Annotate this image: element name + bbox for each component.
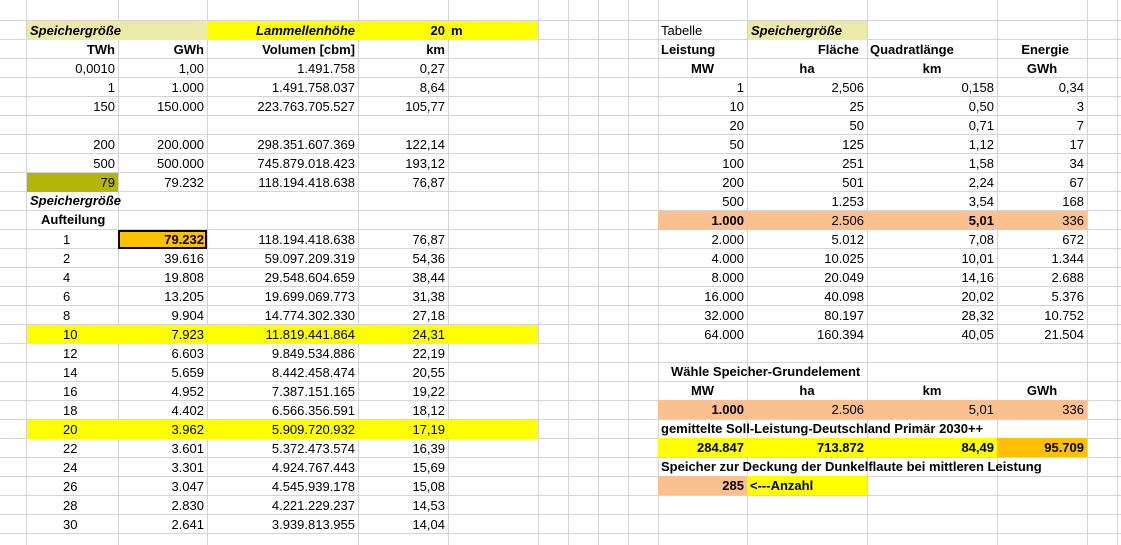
right-cell[interactable]: 0,71 [968, 118, 994, 133]
highlight-fill [448, 325, 538, 344]
choose-header-km[interactable]: km [922, 383, 942, 398]
cell-mid[interactable]: 200 [93, 137, 115, 152]
right-cell[interactable]: 7 [1076, 118, 1084, 133]
split-title[interactable]: Speichergröße [30, 193, 122, 208]
split-cell[interactable]: 5.659 [171, 365, 204, 380]
split-cell[interactable]: 3.047 [171, 479, 204, 494]
right-cell[interactable]: 10 [729, 99, 744, 114]
split-cell[interactable]: 38,44 [412, 270, 445, 285]
split-cell[interactable]: 10 [27, 325, 118, 344]
right-cell[interactable]: 1.344 [1051, 251, 1084, 266]
right-cell[interactable]: 2.688 [1051, 270, 1084, 285]
right-cell[interactable]: 5.012 [831, 232, 864, 247]
cell-mid[interactable]: 79.232 [164, 175, 204, 190]
cell-mid[interactable]: 193,12 [405, 156, 445, 171]
right-cell[interactable]: 40.098 [824, 289, 864, 304]
split-cell[interactable]: 6.603 [171, 346, 204, 361]
split-cell[interactable]: 18,12 [412, 403, 445, 418]
split-cell[interactable]: 20,55 [412, 365, 445, 380]
right-cell[interactable]: 40,05 [961, 327, 994, 342]
right-cell[interactable]: 50 [729, 137, 744, 152]
split-cell[interactable]: 26 [63, 479, 78, 494]
right-cell[interactable]: 336 [997, 211, 1087, 230]
highlight-fill [448, 420, 538, 439]
unit-gwh[interactable]: GWh [1026, 61, 1058, 76]
split-cell[interactable]: 79.232 [118, 230, 207, 249]
anzahl-label[interactable]: <---Anzahl [747, 476, 867, 495]
split-cell[interactable]: 30 [63, 517, 78, 532]
header-energie[interactable]: Energie [1021, 42, 1069, 57]
choose-header-mw[interactable]: MW [690, 383, 715, 398]
right-cell[interactable]: 80.197 [824, 308, 864, 323]
soll-label[interactable]: gemittelte Soll-Leistung-Deutschland Primär 2030++ [661, 421, 984, 436]
right-cell[interactable]: 1.253 [831, 194, 864, 209]
header-leistung[interactable]: Leistung [661, 42, 716, 57]
split-cell[interactable]: 24,31 [358, 325, 448, 344]
cell-top[interactable]: 1 [107, 80, 115, 95]
split-cell[interactable]: 15,69 [412, 460, 445, 475]
split-cell[interactable]: 14,04 [412, 517, 445, 532]
cell-top[interactable]: 0,0010 [75, 61, 115, 76]
split-cell[interactable]: 4.924.767.443 [271, 460, 355, 475]
right-cell[interactable]: 2.000 [711, 232, 744, 247]
split-cell[interactable]: 4.402 [171, 403, 204, 418]
right-cell[interactable]: 1,58 [968, 156, 994, 171]
split-cell[interactable]: 20 [27, 420, 118, 439]
right-cell[interactable]: 10,01 [961, 251, 994, 266]
cell-mid[interactable]: 118.194.418.638 [258, 175, 355, 190]
split-cell[interactable]: 6 [63, 289, 71, 304]
split-cell[interactable]: 24 [63, 460, 78, 475]
split-cell[interactable]: 14.774.302.330 [264, 308, 355, 323]
split-cell[interactable]: 39.616 [164, 251, 204, 266]
choose-km[interactable]: 5,01 [867, 400, 997, 419]
right-cell[interactable]: 100 [722, 156, 744, 171]
unit-ha[interactable]: ha [799, 61, 815, 76]
split-cell[interactable]: 4.952 [171, 384, 204, 399]
right-cell[interactable]: 21.504 [1044, 327, 1084, 342]
split-cell[interactable]: 9.849.534.886 [271, 346, 355, 361]
grid-line [538, 0, 539, 545]
split-cell[interactable]: 4.545.939.178 [271, 479, 355, 494]
cell-top[interactable]: 0,27 [419, 61, 445, 76]
split-cell[interactable]: 16 [63, 384, 78, 399]
right-cell[interactable]: 2,24 [968, 175, 994, 190]
split-cell[interactable]: 11.819.441.864 [207, 325, 358, 344]
split-cell[interactable]: 7.387.151.165 [271, 384, 355, 399]
right-cell[interactable]: 20.049 [824, 270, 864, 285]
cell-mid[interactable]: 500 [93, 156, 115, 171]
unit-mw[interactable]: MW [690, 61, 715, 76]
split-cell[interactable]: 9.904 [171, 308, 204, 323]
right-cell[interactable]: 67 [1069, 175, 1084, 190]
right-cell[interactable]: 1 [736, 80, 744, 95]
split-cell[interactable]: 4 [63, 270, 71, 285]
split-cell[interactable]: 15,08 [412, 479, 445, 494]
split-cell[interactable]: 2 [63, 251, 71, 266]
right-cell[interactable]: 50 [849, 118, 864, 133]
right-cell[interactable]: 1,12 [968, 137, 994, 152]
right-cell[interactable]: 168 [1062, 194, 1084, 209]
cell-top[interactable]: 105,77 [405, 99, 445, 114]
split-cell[interactable]: 14 [63, 365, 78, 380]
split-cell[interactable]: 19.699.069.773 [264, 289, 355, 304]
soll-gwh[interactable]: 95.709 [997, 438, 1087, 457]
header-volumen[interactable]: Volumen [cbm] [262, 42, 355, 57]
split-cell[interactable]: 6.566.356.591 [271, 403, 355, 418]
choose-header-gwh[interactable]: GWh [1026, 383, 1058, 398]
cell-top[interactable]: 223.763.705.527 [257, 99, 355, 114]
cell-mid[interactable]: 200.000 [157, 137, 204, 152]
split-cell[interactable]: 19.808 [164, 270, 204, 285]
choose-ha[interactable]: 2.506 [747, 400, 867, 419]
right-cell[interactable]: 5,01 [867, 211, 997, 230]
right-cell[interactable]: 32.000 [704, 308, 744, 323]
split-cell[interactable]: 13.205 [164, 289, 204, 304]
grid-line [598, 0, 599, 545]
title-speichergroesse[interactable]: Speichergröße [27, 21, 208, 40]
cell-mid[interactable]: 500.000 [157, 156, 204, 171]
split-cell[interactable]: 59.097.209.319 [264, 251, 355, 266]
lamellen-label[interactable]: Lammellenhöhe [208, 21, 358, 40]
right-cell[interactable]: 17 [1069, 137, 1084, 152]
split-cell[interactable]: 22,19 [412, 346, 445, 361]
split-cell[interactable]: 4.221.229.237 [271, 498, 355, 513]
split-label[interactable]: Aufteilung [41, 212, 106, 227]
split-cell[interactable]: 3.301 [171, 460, 204, 475]
right-cell[interactable]: 14,16 [961, 270, 994, 285]
choose-label[interactable]: Wähle Speicher-Grundelement [671, 364, 861, 379]
split-cell[interactable]: 8.442.458.474 [271, 365, 355, 380]
header-gwh[interactable]: GWh [173, 42, 204, 57]
header-quadratlaenge[interactable]: Quadratlänge [870, 42, 954, 57]
right-cell[interactable]: 500 [722, 194, 744, 209]
right-cell[interactable]: 1.000 [658, 211, 747, 230]
split-cell[interactable]: 29.548.604.659 [264, 270, 355, 285]
right-cell[interactable]: 10.025 [824, 251, 864, 266]
split-cell[interactable]: 28 [63, 498, 78, 513]
right-cell[interactable]: 501 [842, 175, 864, 190]
right-cell[interactable]: 3 [1076, 99, 1084, 114]
grid-line [628, 0, 629, 545]
header-twh[interactable]: TWh [86, 42, 115, 57]
split-cell[interactable]: 5.372.473.574 [271, 441, 355, 456]
right-cell[interactable]: 2,506 [831, 80, 864, 95]
lamellen-unit[interactable]: m [448, 21, 538, 40]
cell-top[interactable]: 8,64 [419, 80, 445, 95]
soll-km[interactable]: 84,49 [867, 438, 997, 457]
cell-mid[interactable]: 745.879.018.423 [257, 156, 355, 171]
split-cell[interactable]: 118.194.418.638 [258, 232, 355, 247]
right-cell[interactable]: 64.000 [704, 327, 744, 342]
tabelle-label[interactable]: Tabelle [661, 23, 703, 38]
header-km[interactable]: km [426, 42, 445, 57]
right-cell[interactable]: 251 [842, 156, 864, 171]
right-cell[interactable]: 10.752 [1044, 308, 1084, 323]
split-cell[interactable]: 27,18 [412, 308, 445, 323]
unit-km[interactable]: km [922, 61, 942, 76]
right-cell[interactable]: 3,54 [968, 194, 994, 209]
right-cell[interactable]: 25 [849, 99, 864, 114]
split-cell[interactable]: 54,36 [412, 251, 445, 266]
right-cell[interactable]: 4.000 [711, 251, 744, 266]
grid-line [568, 0, 569, 545]
anzahl-value[interactable]: 285 [658, 476, 747, 495]
cell-top[interactable]: 150 [93, 99, 115, 114]
right-cell[interactable]: 8.000 [711, 270, 744, 285]
lamellen-value[interactable]: 20 [358, 21, 448, 40]
header-flaeche[interactable]: Fläche [817, 42, 859, 57]
split-cell[interactable]: 3.939.813.955 [271, 517, 355, 532]
split-cell[interactable]: 1 [63, 232, 71, 247]
dunkel-label[interactable]: Speicher zur Deckung der Dunkelflaute bei mittleren Leistung [661, 459, 1042, 474]
cell-top[interactable]: 1.491.758.037 [271, 80, 355, 95]
split-cell[interactable]: 8 [63, 308, 71, 323]
right-cell[interactable]: 2.506 [747, 211, 867, 230]
cell-mid[interactable]: 122,14 [405, 137, 445, 152]
cell-top[interactable]: 1.000 [171, 80, 204, 95]
right-cell[interactable]: 0,34 [1058, 80, 1084, 95]
split-cell[interactable]: 3.962 [118, 420, 207, 439]
right-cell[interactable]: 200 [722, 175, 744, 190]
split-cell[interactable]: 14,53 [412, 498, 445, 513]
soll-ha[interactable]: 713.872 [747, 438, 867, 457]
cell-top[interactable]: 1.491.758 [297, 61, 355, 76]
right-cell[interactable]: 16.000 [704, 289, 744, 304]
choose-header-ha[interactable]: ha [799, 383, 815, 398]
choose-gwh[interactable]: 336 [997, 400, 1087, 419]
cell-top[interactable]: 1,00 [178, 61, 204, 76]
right-speicher-label[interactable]: Speichergröße [748, 21, 867, 40]
right-cell[interactable]: 20,02 [961, 289, 994, 304]
split-cell[interactable]: 5.909.720.932 [207, 420, 358, 439]
cell-mid[interactable]: 76,87 [412, 175, 445, 190]
soll-mw[interactable]: 284.847 [658, 438, 747, 457]
grid-line [448, 0, 449, 545]
split-cell[interactable]: 12 [63, 346, 78, 361]
right-cell[interactable]: 7,08 [968, 232, 994, 247]
right-cell[interactable]: 125 [842, 137, 864, 152]
right-cell[interactable]: 20 [729, 118, 744, 133]
split-cell[interactable]: 76,87 [412, 232, 445, 247]
right-cell[interactable]: 5.376 [1051, 289, 1084, 304]
split-cell[interactable]: 3.601 [171, 441, 204, 456]
split-cell[interactable]: 7.923 [118, 325, 207, 344]
choose-mw[interactable]: 1.000 [658, 400, 747, 419]
split-cell[interactable]: 19,22 [412, 384, 445, 399]
right-cell[interactable]: 0,158 [961, 80, 994, 95]
right-cell[interactable]: 0,50 [968, 99, 994, 114]
split-cell[interactable]: 22 [63, 441, 78, 456]
split-cell[interactable]: 18 [63, 403, 78, 418]
cell-mid[interactable]: 298.351.607.369 [257, 137, 355, 152]
cell-top[interactable]: 150.000 [157, 99, 204, 114]
right-cell[interactable]: 672 [1062, 232, 1084, 247]
right-cell[interactable]: 28,32 [961, 308, 994, 323]
split-cell[interactable]: 31,38 [412, 289, 445, 304]
split-cell[interactable]: 2.641 [171, 517, 204, 532]
split-cell[interactable]: 16,39 [412, 441, 445, 456]
cell-mid[interactable]: 79 [27, 173, 118, 192]
split-cell[interactable]: 2.830 [171, 498, 204, 513]
split-cell[interactable]: 17,19 [358, 420, 448, 439]
right-cell[interactable]: 34 [1069, 156, 1084, 171]
right-cell[interactable]: 160.394 [817, 327, 864, 342]
